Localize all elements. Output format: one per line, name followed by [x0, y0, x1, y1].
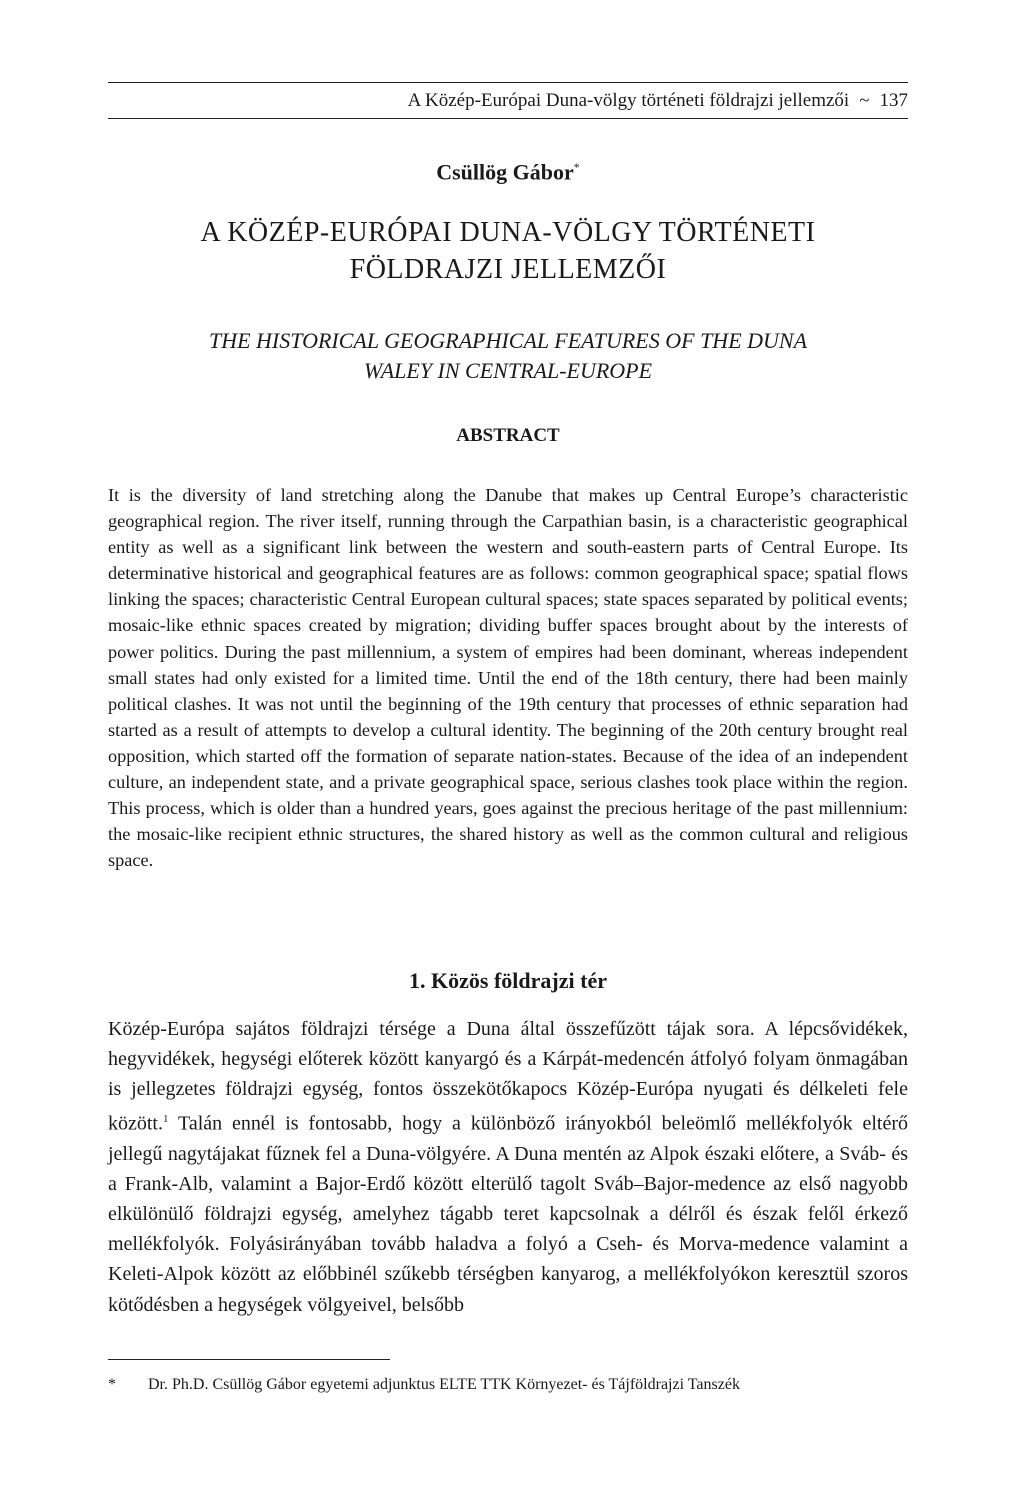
abstract-heading: ABSTRACT	[456, 425, 560, 446]
article-title	[108, 214, 908, 288]
english-title-line-1: THE HISTORICAL GEOGRAPHICAL FEATURES OF THE DUNA	[208, 328, 808, 353]
author-name: Csüllög Gábor	[436, 159, 574, 185]
body-text-part-2: Talán ennél is fontosabb, hogy a különböző irányokból beleömlő mellékfolyók eltérő jellegű nagytájakat fűznek fel a Duna-völgyére. A Duna mentén az Alpok északi előtere, a Sváb- és a Frank-Alb, valamint a Bajor-Erdő között elterülő tagolt Sváb–Bajor-medence az első nagyobb elkülönülő földrajzi egység, amelyhez tágabb teret kapcsolnak a délről és észak felől érkező mellékfolyók. Folyásirányában tovább haladva a folyó a Cseh- és Morva-medence valamint a Keleti-Alpok között az előbbinél szűkebb térségben kanyarog, a mellékfolyókon keresztül szoros kötődésben a hegységek völgyeivel, belsőbb	[108, 1112, 908, 1316]
article-title-line-2: FÖLDRAJZI JELLEMZŐI	[349, 254, 667, 285]
section-heading: 1. Közös földrajzi tér	[409, 968, 607, 993]
document-page	[108, 0, 908, 1503]
footnote-reference: 1	[163, 1113, 169, 1126]
running-head	[108, 82, 908, 119]
body-text-part-1: Közép-Európa sajátos földrajzi térsége a Duna által összefűzött tájak sora. A lépcsővidékek, hegyvidékek, hegységi előterek között kanyargó és a Kárpát-medencén átfolyó folyam önmagában is jellegzetes földrajzi egység, fontos összekötőkapocs Közép-Európa nyugati és délkeleti fele között.	[108, 1018, 908, 1135]
author-name-line	[108, 152, 908, 187]
footnote	[108, 1373, 908, 1397]
footnote-divider	[108, 1359, 390, 1360]
author-footnote-marker: *	[573, 160, 580, 174]
footnote-mark: *	[108, 1376, 116, 1393]
page-number: 137	[879, 90, 908, 111]
english-title-line-2: WALEY IN CENTRAL-EUROPE	[363, 358, 653, 383]
article-title-line-1: A KÖZÉP-EURÓPAI DUNA-VÖLGY TÖRTÉNETI	[200, 217, 816, 248]
section-body-text	[108, 1014, 908, 1320]
abstract-text: It is the diversity of land stretching along the Danube that makes up Central Europe’s characteristic geographical region. The river itself, running through the Carpathian basin, is a characteristic geographical entity as well as a significant link between the western and south-eastern parts of Central Europe. Its determinative historical and geographical features are as follows: common geographical space; spatial flows linking the spaces; characteristic Central European cultural spaces; state spaces separated by political events; mosaic-like ethnic spaces created by migration; dividing buffer spaces brought about by the interests of power politics. During the past millennium, a system of empires had been dominant, whereas independent small states had only existed for a limited time. Until the end of the 18th century, there had been mainly political clashes. It was not until the beginning of the 19th century that processes of ethnic separation had started as a result of attempts to develop a cultural identity. The beginning of the 20th century brought real opposition, which started off the formation of separate nation-states. Because of the idea of an independent culture, an independent state, and a private geographical space, serious clashes took place within the region. This process, which is older than a hundred years, goes against the precious heritage of the past millennium: the mosaic-like recipient ethnic structures, the shared history as well as the common cultural and religious space.	[108, 485, 908, 871]
footnote-text: Dr. Ph.D. Csüllög Gábor egyetemi adjunktus ELTE TTK Környezet- és Tájföldrajzi Tanszék	[148, 1376, 740, 1393]
running-head-title: A Közép-Európai Duna-völgy történeti földrajzi jellemzői	[407, 90, 850, 111]
running-head-separator: ~	[859, 90, 870, 111]
english-title	[108, 326, 908, 386]
